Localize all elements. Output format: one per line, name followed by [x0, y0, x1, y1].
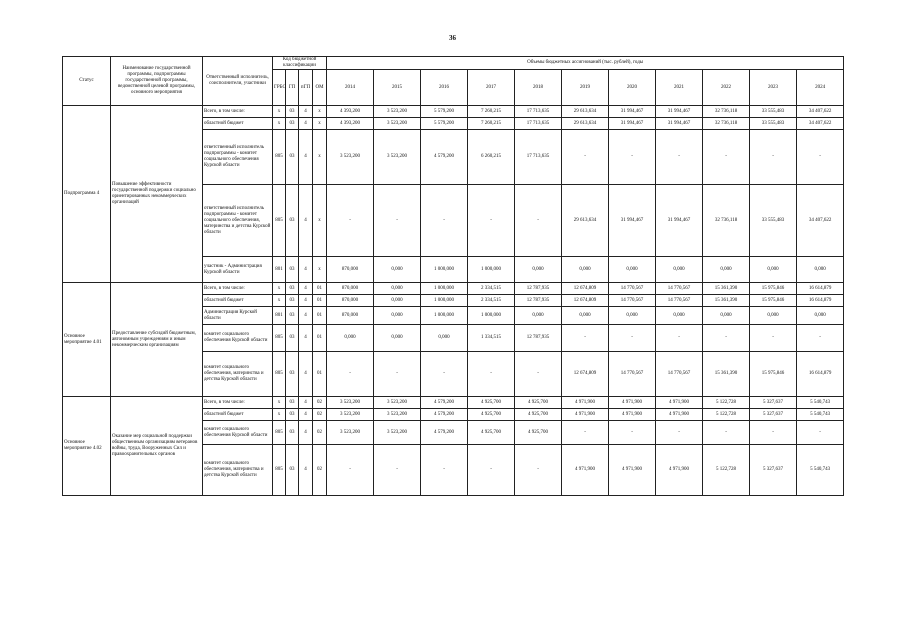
row-value: 2 334,515 [468, 283, 515, 295]
row-value: 1 000,000 [421, 307, 468, 325]
row-value: 5 540,743 [797, 409, 844, 421]
header-year: 2017 [468, 70, 515, 106]
row-responsible: комитет социального обеспечения, материнства и детства Курской области [203, 352, 273, 397]
row-value: - [374, 445, 421, 496]
row-code: 805 [273, 445, 286, 496]
row-value: 5 327,637 [750, 397, 797, 409]
row-code: 03 [286, 283, 299, 295]
row-responsible: комитет социального обеспечения, материнства и детства Курской области [203, 445, 273, 496]
row-value: 4 971,900 [609, 397, 656, 409]
row-code: 4 [299, 257, 313, 283]
row-responsible: Всего, в том числе: [203, 283, 273, 295]
row-value: 14 770,567 [656, 283, 703, 295]
header-year: 2019 [562, 70, 609, 106]
row-value: - [515, 352, 562, 397]
row-value: 4 925,700 [468, 397, 515, 409]
row-code: 805 [273, 421, 286, 445]
row-value: 29 613,634 [562, 185, 609, 257]
row-value: 4 971,900 [609, 409, 656, 421]
row-value: 34 407,622 [797, 185, 844, 257]
row-value: 4 925,700 [515, 397, 562, 409]
row-value: - [562, 130, 609, 185]
row-value: - [750, 130, 797, 185]
row-code: 01 [313, 307, 327, 325]
row-value: 4 925,700 [468, 409, 515, 421]
row-value: - [797, 421, 844, 445]
row-value: 17 713,635 [515, 106, 562, 118]
row-value: 1 334,515 [468, 325, 515, 352]
row-value: 31 994,467 [656, 118, 703, 130]
row-value: - [562, 421, 609, 445]
row-code: x [313, 185, 327, 257]
table-row [63, 106, 844, 118]
row-value: 0,000 [750, 257, 797, 283]
row-code: 01 [313, 295, 327, 307]
row-value: 31 994,467 [609, 118, 656, 130]
row-value: 0,000 [515, 307, 562, 325]
row-value: - [656, 421, 703, 445]
row-value: 0,000 [374, 307, 421, 325]
row-value: - [515, 445, 562, 496]
row-responsible: областной бюджет [203, 409, 273, 421]
row-responsible: комитет социального обеспечения Курской области [203, 421, 273, 445]
row-code: 01 [313, 325, 327, 352]
row-code: x [273, 397, 286, 409]
row-value: 0,000 [562, 257, 609, 283]
row-responsible: Всего, в том числе: [203, 106, 273, 118]
row-value: 3 523,200 [327, 409, 374, 421]
row-value: 870,000 [327, 307, 374, 325]
table-body [63, 106, 844, 496]
row-value: 0,000 [421, 325, 468, 352]
row-code: 01 [313, 352, 327, 397]
row-responsible: ответственный исполнитель подпрограммы - комитет социального обеспечения Курской области [203, 130, 273, 185]
row-value: - [374, 352, 421, 397]
row-value: - [515, 185, 562, 257]
row-value: 5 122,728 [703, 445, 750, 496]
row-value: 0,000 [374, 325, 421, 352]
row-value: - [609, 325, 656, 352]
row-value: 0,000 [703, 257, 750, 283]
row-value: 6 260,215 [468, 130, 515, 185]
row-value: 12 674,809 [562, 295, 609, 307]
row-value: 1 000,000 [468, 307, 515, 325]
row-value: 0,000 [327, 325, 374, 352]
row-value: 12 787,935 [515, 325, 562, 352]
row-value: 31 994,467 [609, 106, 656, 118]
row-code: 4 [299, 325, 313, 352]
row-value: 4 971,900 [562, 445, 609, 496]
row-code: 02 [313, 445, 327, 496]
row-value: 12 674,809 [562, 283, 609, 295]
row-value: 3 523,200 [327, 130, 374, 185]
row-value: 4 579,200 [421, 130, 468, 185]
row-value: 12 787,935 [515, 283, 562, 295]
row-value: 15 361,390 [703, 283, 750, 295]
header-year: 2016 [421, 70, 468, 106]
row-value: 4 925,700 [468, 421, 515, 445]
row-value: 4 925,700 [515, 409, 562, 421]
row-code: x [273, 106, 286, 118]
row-value: - [421, 352, 468, 397]
row-value: 4 971,900 [562, 397, 609, 409]
row-value: 0,000 [374, 295, 421, 307]
row-name: Повышение эффективности государственной поддержки социально ориентированных некоммерческих организаций [111, 106, 203, 283]
row-value: 3 523,200 [327, 421, 374, 445]
row-value: 0,000 [656, 257, 703, 283]
row-value: 14 770,567 [609, 295, 656, 307]
row-value: 31 994,467 [609, 185, 656, 257]
row-code: 03 [286, 352, 299, 397]
row-name: Оказание мер социальной поддержки общественным организациям ветеранов войны, труда, Вооруженных Сил и правоохранительных органов [111, 397, 203, 496]
row-value: 5 579,200 [421, 118, 468, 130]
row-value: 15 975,846 [750, 295, 797, 307]
row-code: 805 [273, 325, 286, 352]
row-code: 03 [286, 409, 299, 421]
row-value: 5 540,743 [797, 397, 844, 409]
row-value: 15 361,390 [703, 295, 750, 307]
row-code: 801 [273, 307, 286, 325]
row-value: 31 994,467 [656, 106, 703, 118]
header-responsible: Ответственный исполнитель, соисполнители, участники [203, 57, 273, 106]
row-value: 4 971,900 [656, 409, 703, 421]
row-code: 4 [299, 106, 313, 118]
table-row [63, 397, 844, 409]
header-code: ГРБС [273, 70, 286, 106]
row-value: 1 000,000 [468, 257, 515, 283]
row-value: 0,000 [797, 257, 844, 283]
budget-table [62, 56, 844, 496]
row-value: 16 614,879 [797, 283, 844, 295]
row-status: Основное мероприятие 4.01 [63, 283, 111, 397]
row-value: 5 122,728 [703, 409, 750, 421]
row-value: - [656, 130, 703, 185]
row-value: 33 555,483 [750, 185, 797, 257]
row-value: 32 736,118 [703, 118, 750, 130]
row-value: 4 971,900 [562, 409, 609, 421]
row-value: 0,000 [374, 283, 421, 295]
row-value: 5 122,728 [703, 397, 750, 409]
row-code: 4 [299, 118, 313, 130]
row-value: - [750, 421, 797, 445]
row-value: 0,000 [656, 307, 703, 325]
row-value: - [703, 421, 750, 445]
header-year: 2024 [797, 70, 844, 106]
row-value: - [421, 185, 468, 257]
row-code: 805 [273, 185, 286, 257]
row-code: 4 [299, 130, 313, 185]
row-code: x [313, 257, 327, 283]
row-value: - [703, 130, 750, 185]
row-code: x [313, 106, 327, 118]
row-code: 03 [286, 325, 299, 352]
row-value: 14 770,567 [609, 283, 656, 295]
header-year: 2020 [609, 70, 656, 106]
row-code: 03 [286, 118, 299, 130]
row-value: 0,000 [609, 307, 656, 325]
row-value: 16 614,879 [797, 295, 844, 307]
row-value: - [609, 421, 656, 445]
row-code: 03 [286, 421, 299, 445]
row-value: 12 674,809 [562, 352, 609, 397]
row-value: 0,000 [750, 307, 797, 325]
row-value: 16 614,879 [797, 352, 844, 397]
row-value: 4 971,900 [656, 445, 703, 496]
row-code: 4 [299, 421, 313, 445]
row-code: 801 [273, 257, 286, 283]
row-value: 32 736,118 [703, 185, 750, 257]
row-value: 1 000,000 [421, 283, 468, 295]
row-value: 3 523,200 [327, 397, 374, 409]
row-value: - [656, 325, 703, 352]
header-year: 2022 [703, 70, 750, 106]
row-value: 0,000 [703, 307, 750, 325]
row-value: - [750, 325, 797, 352]
row-value: 34 407,622 [797, 106, 844, 118]
row-value: 870,000 [327, 295, 374, 307]
row-code: 03 [286, 295, 299, 307]
row-value: 870,000 [327, 283, 374, 295]
header-year: 2018 [515, 70, 562, 106]
row-value: - [609, 130, 656, 185]
row-value: 1 000,000 [421, 257, 468, 283]
row-code: 03 [286, 307, 299, 325]
row-responsible: областной бюджет [203, 295, 273, 307]
row-status: Основное мероприятие 4.02 [63, 397, 111, 496]
row-responsible: участник - Администрация Курской области [203, 257, 273, 283]
row-value: 4 579,200 [421, 409, 468, 421]
row-value: 7 260,215 [468, 106, 515, 118]
row-value: 4 971,900 [656, 397, 703, 409]
row-value: 29 613,634 [562, 106, 609, 118]
header-volumes: Объемы бюджетных ассигнований (тыс. рублей), годы [327, 57, 844, 70]
row-value: - [327, 445, 374, 496]
row-responsible: Всего, в том числе: [203, 397, 273, 409]
row-code: 4 [299, 185, 313, 257]
row-code: 4 [299, 397, 313, 409]
row-code: x [273, 118, 286, 130]
row-value: 14 770,567 [656, 295, 703, 307]
row-value: 3 523,200 [374, 130, 421, 185]
row-value: - [468, 445, 515, 496]
row-value: 4 393,200 [327, 118, 374, 130]
row-code: 03 [286, 130, 299, 185]
row-value: - [703, 325, 750, 352]
page-number: 36 [449, 34, 456, 42]
row-value: - [797, 130, 844, 185]
row-value: 5 327,637 [750, 445, 797, 496]
row-value: 3 523,200 [374, 106, 421, 118]
row-value: - [327, 185, 374, 257]
row-code: 03 [286, 185, 299, 257]
table-row [63, 283, 844, 295]
row-value: 29 613,634 [562, 118, 609, 130]
row-value: 0,000 [609, 257, 656, 283]
row-value: 4 971,900 [609, 445, 656, 496]
row-value: 5 579,200 [421, 106, 468, 118]
header-year: 2014 [327, 70, 374, 106]
row-code: 03 [286, 257, 299, 283]
header-year: 2021 [656, 70, 703, 106]
row-value: - [797, 325, 844, 352]
row-value: 2 334,515 [468, 295, 515, 307]
row-responsible: Администрация Курской области [203, 307, 273, 325]
row-value: 3 523,200 [374, 421, 421, 445]
row-value: - [468, 352, 515, 397]
row-value: 0,000 [374, 257, 421, 283]
row-code: 805 [273, 130, 286, 185]
row-code: x [273, 409, 286, 421]
row-code: 03 [286, 445, 299, 496]
row-value: 17 713,635 [515, 130, 562, 185]
row-value: 3 523,200 [374, 397, 421, 409]
row-code: 02 [313, 409, 327, 421]
row-code: x [273, 283, 286, 295]
row-value: - [374, 185, 421, 257]
row-value: 0,000 [515, 257, 562, 283]
row-code: 4 [299, 307, 313, 325]
row-value: 3 523,200 [374, 118, 421, 130]
row-value: - [327, 352, 374, 397]
row-code: x [273, 295, 286, 307]
row-value: 3 523,200 [374, 409, 421, 421]
row-value: 5 327,637 [750, 409, 797, 421]
row-value: 12 787,935 [515, 295, 562, 307]
row-value: - [468, 185, 515, 257]
row-value: 4 579,200 [421, 397, 468, 409]
row-code: 4 [299, 295, 313, 307]
row-value: 14 770,567 [656, 352, 703, 397]
header-code: пГП [299, 70, 313, 106]
row-value: 32 736,118 [703, 106, 750, 118]
row-value: 15 361,390 [703, 352, 750, 397]
row-responsible: ответственный исполнитель подпрограммы - комитет социального обеспечения, материнства и детства Курской области [203, 185, 273, 257]
row-value: 15 975,846 [750, 283, 797, 295]
row-value: - [562, 325, 609, 352]
header-year: 2015 [374, 70, 421, 106]
row-code: x [313, 118, 327, 130]
row-value: 5 540,743 [797, 445, 844, 496]
row-code: 02 [313, 421, 327, 445]
row-value: 15 975,846 [750, 352, 797, 397]
row-code: 03 [286, 106, 299, 118]
row-status: Подпрограмма 4 [63, 106, 111, 283]
header-year: 2023 [750, 70, 797, 106]
row-value: 31 994,467 [656, 185, 703, 257]
row-code: 4 [299, 352, 313, 397]
row-value: 0,000 [562, 307, 609, 325]
header-name: Наименование государственной программы, подпрограммы государственной программы, ведомственной целевой программы, основного мероприятия [111, 57, 203, 106]
row-value: 14 770,567 [609, 352, 656, 397]
row-code: 01 [313, 283, 327, 295]
row-value: 1 000,000 [421, 295, 468, 307]
row-code: 02 [313, 397, 327, 409]
row-value: 870,000 [327, 257, 374, 283]
row-code: 03 [286, 397, 299, 409]
row-value: 4 925,700 [515, 421, 562, 445]
header-code-group: Код бюджетной классификации [273, 57, 327, 70]
row-value: 33 555,483 [750, 106, 797, 118]
row-value: 0,000 [797, 307, 844, 325]
header-code: ГП [286, 70, 299, 106]
row-code: 805 [273, 352, 286, 397]
row-code: 4 [299, 409, 313, 421]
row-code: 4 [299, 283, 313, 295]
row-value: 7 260,215 [468, 118, 515, 130]
header-code: ОМ [313, 70, 327, 106]
row-value: 4 579,200 [421, 421, 468, 445]
row-name: Предоставление субсидий бюджетным, автономным учреждениям и иным некоммерческим организациям [111, 283, 203, 397]
row-responsible: комитет социального обеспечения Курской области [203, 325, 273, 352]
row-value: - [421, 445, 468, 496]
row-value: 34 407,622 [797, 118, 844, 130]
row-code: x [313, 130, 327, 185]
row-value: 33 555,483 [750, 118, 797, 130]
row-value: 4 393,200 [327, 106, 374, 118]
header-status: Статус [63, 57, 111, 106]
row-value: 17 713,635 [515, 118, 562, 130]
row-code: 4 [299, 445, 313, 496]
row-responsible: областной бюджет [203, 118, 273, 130]
